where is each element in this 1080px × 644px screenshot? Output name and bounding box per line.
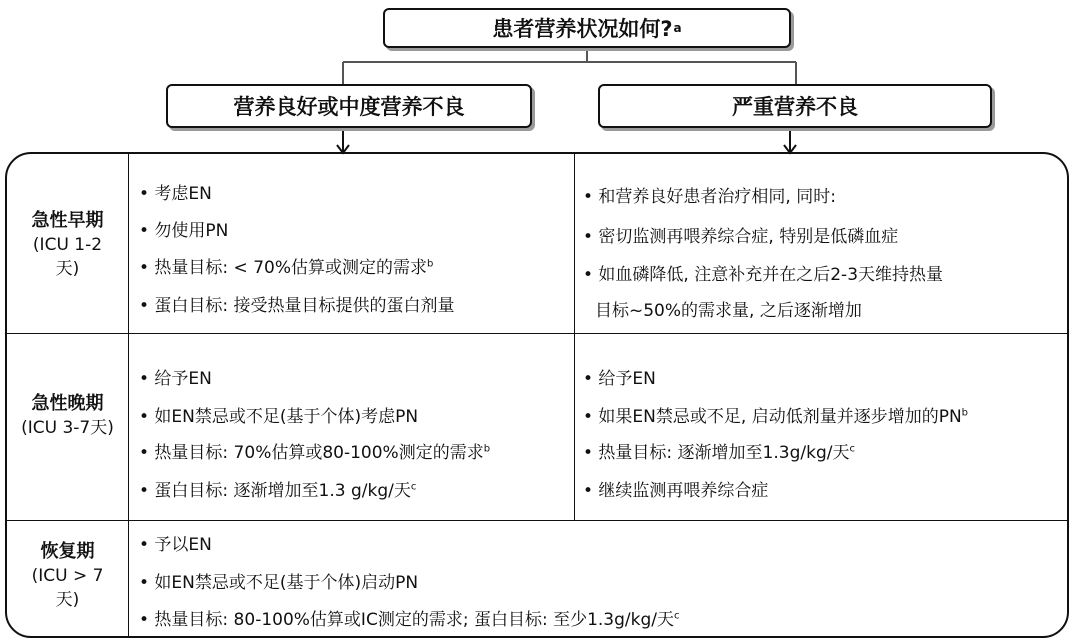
phase-subtitle: 天) [55,259,80,279]
list-item: • 予以EN [139,535,212,555]
question-text: 患者营养状况如何? [492,17,673,41]
phase-table [5,152,1069,638]
phase-subtitle: (ICU 3-7天) [21,418,114,438]
list-item: • 密切监测再喂养综合症, 特别是低磷血症 [583,227,899,247]
list-item: • 热量目标: < 70%估算或测定的需求$^b$ [139,258,434,278]
question-sup: a [673,21,682,35]
branch-box-right [598,84,992,128]
list-item: • 如果EN禁忌或不足, 启动低剂量并逐步增加的$PN^b$ [583,407,969,427]
branch-left-label: 营养良好或中度营养不良 [233,95,465,119]
list-item: • 给予EN [583,369,656,389]
phase-title: 急性早期 [31,210,104,231]
list-item: • 如血磷降低, 注意补充并在之后2-3天维持热量 [583,265,944,285]
row-divider [7,520,1067,521]
list-item: • 给予EN [139,369,212,389]
list-item: • 热量目标: 逐渐增加至1.3g/kg/天$^c$ [583,443,855,463]
list-item: • 如EN禁忌或不足(基于个体)考虑PN [139,407,419,427]
column-divider [128,154,129,638]
phase-label-early [7,209,128,281]
list-item: • 热量目标: 80-100%估算或IC测定的需求; 蛋白目标: 至少1.3g/kg/天$^c$ [139,610,680,630]
branch-right-label: 严重营养不良 [732,95,858,119]
list-item: • 蛋白目标: 逐渐增加至1.3 g/kg/天$^c$ [139,481,417,501]
column-divider [574,154,575,520]
branch-box-left [166,84,532,128]
list-item: • 和营养良好患者治疗相同, 同时: [583,187,836,207]
list-item: • 如EN禁忌或不足(基于个体)启动PN [139,573,419,593]
list-item: 目标~50%的需求量, 之后逐渐增加 [595,301,862,321]
phase-title: 恢复期 [40,541,95,562]
list-item: • 热量目标: 70%估算或80-100%测定的需求$^b$ [139,443,491,463]
list-item: • 勿使用PN [139,221,229,241]
question-box [383,8,791,48]
list-item: • 考虑EN [139,184,212,204]
phase-label-recovery [7,540,128,612]
phase-subtitle: 天) [55,590,80,610]
list-item: • 继续监测再喂养综合症 [583,481,769,501]
phase-subtitle: (ICU > 7 [31,566,104,586]
row-divider [7,333,1067,334]
list-item: • 蛋白目标: 接受热量目标提供的蛋白剂量 [139,296,455,316]
phase-subtitle: (ICU 1-2 [32,235,103,255]
phase-label-late [7,392,128,440]
phase-title: 急性晚期 [31,393,104,414]
